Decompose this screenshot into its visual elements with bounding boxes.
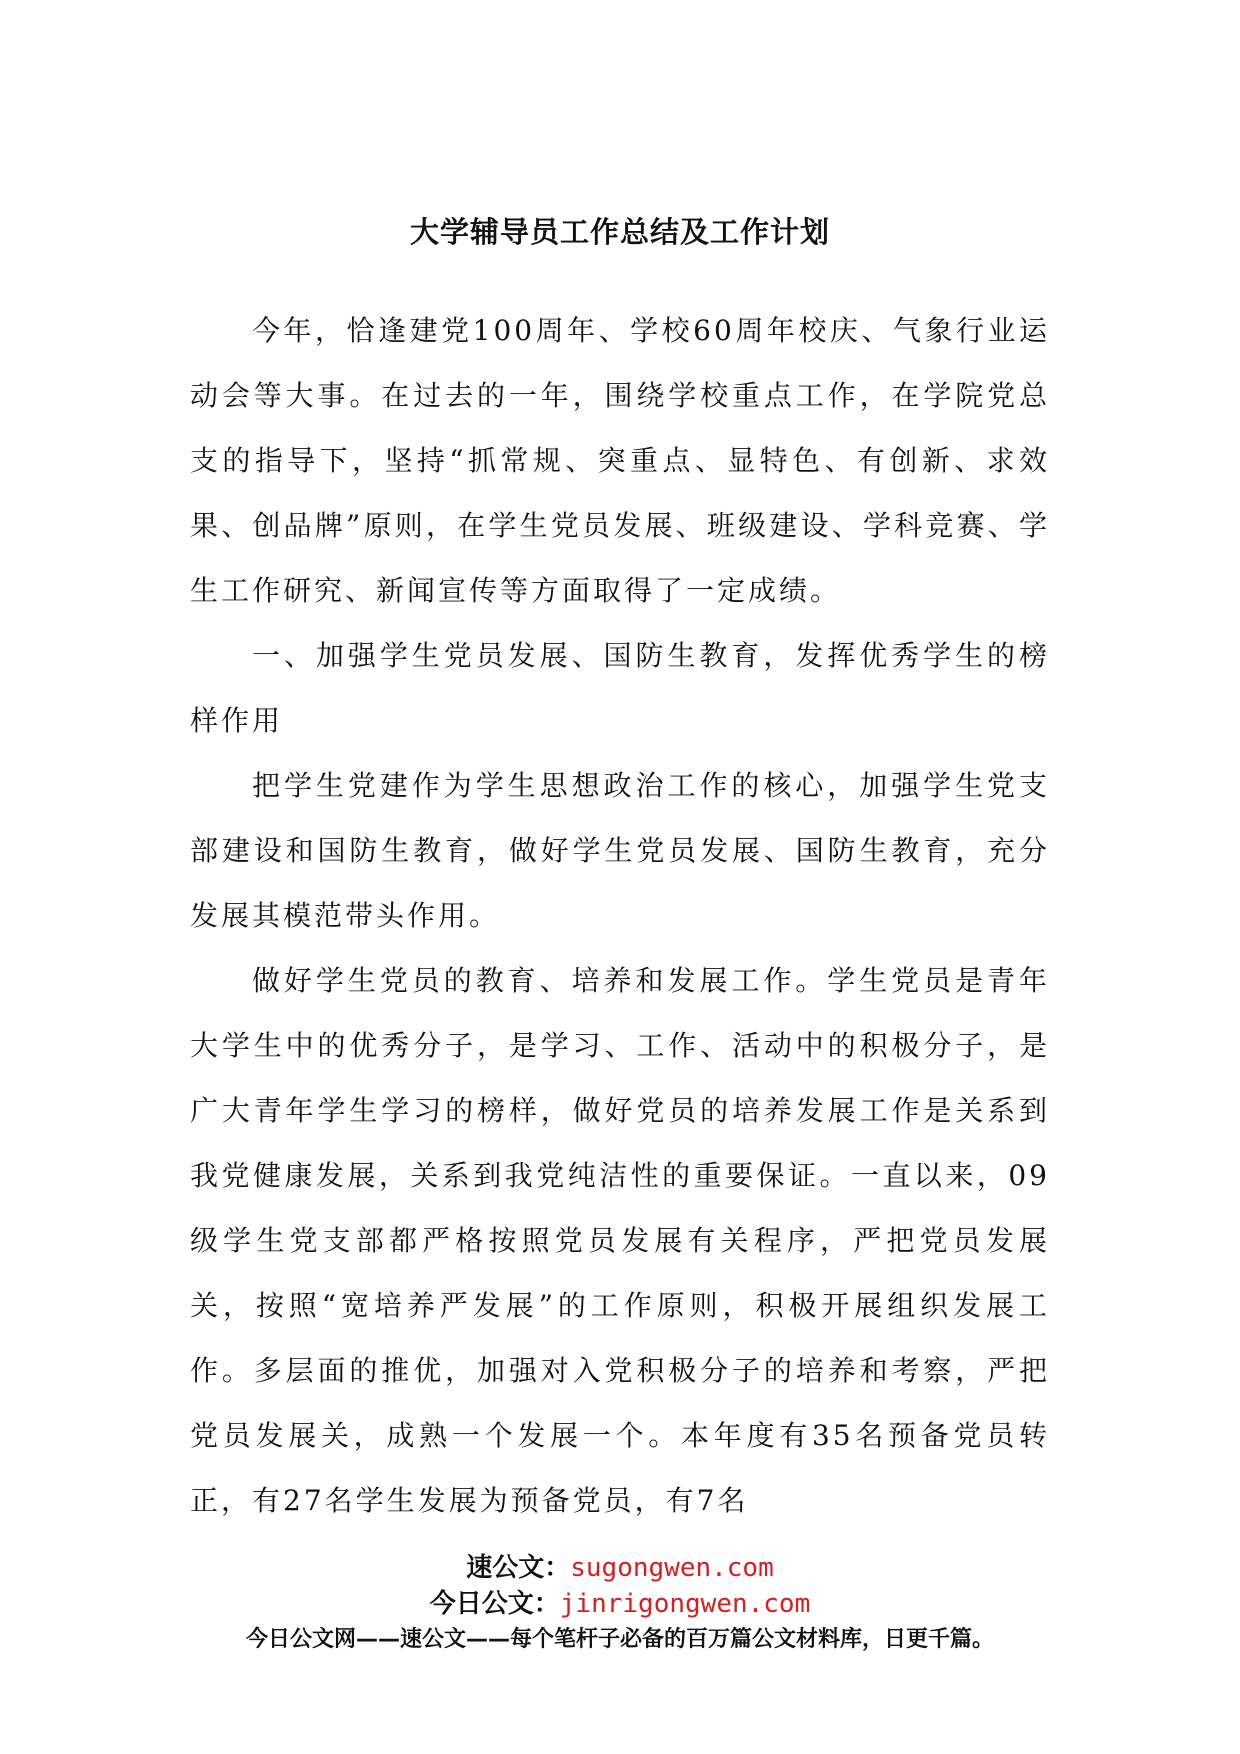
footer-line-sugongwen [0,1550,1240,1586]
paragraph-party-members: 做好学生党员的教育、培养和发展工作。学生党员是青年大学生中的优秀分子，是学习、工作、活动中的积极分子，是广大青年学生学习的榜样，做好党员的培养发展工作是关系到我党健康发展，关系到我党纯洁性的重要保证。一直以来，09级学生党支部都严格按照党员发展有关程序，严把党员发展关，按照“宽培养严发展”的工作原则，积极开展组织发展工作。多层面的推优，加强对入党积极分子的培养和考察，严把党员发展关，成熟一个发展一个。本年度有35名预备党员转正，有27名学生发展为预备党员，有7名 [190,964,1050,1517]
footer-line-jinrigongwen [0,1586,1240,1622]
footer-label-jinrigongwen: 今日公文： [429,1589,560,1619]
document-title: 大学辅导员工作总结及工作计划 [409,215,830,249]
paragraph-party-building: 把学生党建作为学生思想政治工作的核心，加强学生党支部建设和国防生教育，做好学生党员发展、国防生教育，充分发展其模范带头作用。 [190,769,1050,932]
paragraph-intro: 今年，恰逢建党100周年、学校60周年校庆、气象行业运动会等大事。在过去的一年，围绕学校重点工作，在学院党总支的指导下，坚持“抓常规、突重点、显特色、有创新、求效果、创品牌”原则，在学生党员发展、班级建设、学科竞赛、学生工作研究、新闻宣传等方面取得了一定成绩。 [190,314,1050,607]
footer-slogan: 今日公文网——速公文——每个笔杆子必备的百万篇公文材料库，日更千篇。 [245,1627,994,1652]
footer-label-sugongwen: 速公文： [466,1553,571,1583]
footer-watermark [0,1550,1240,1656]
section-heading-1: 一、加强学生党员发展、国防生教育，发挥优秀学生的榜样作用 [190,639,1050,737]
document-body [190,298,1050,1533]
footer-link-sugongwen[interactable]: sugongwen.com [570,1553,774,1583]
footer-link-jinrigongwen[interactable]: jinrigongwen.com [559,1589,811,1619]
